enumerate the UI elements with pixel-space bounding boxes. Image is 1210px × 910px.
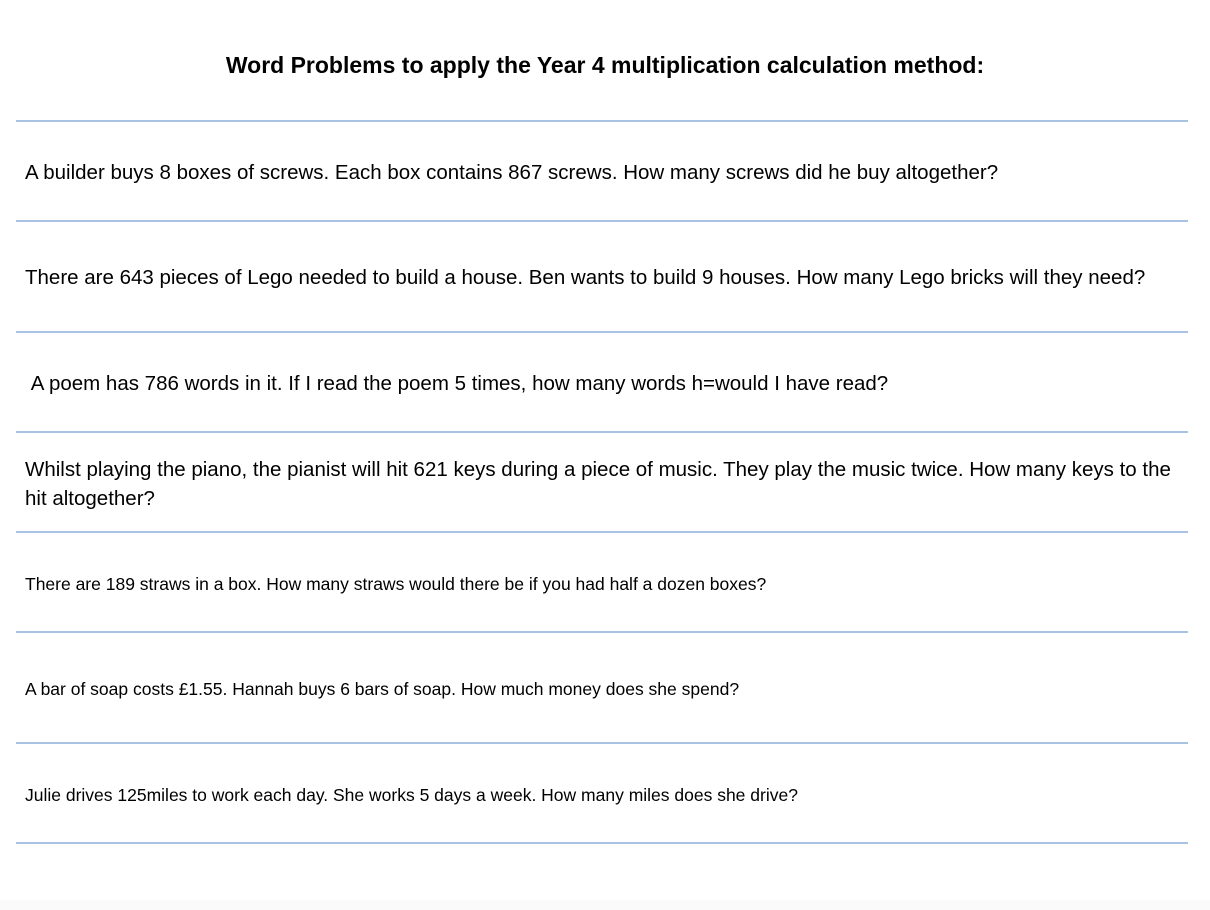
- word-problem-3: A poem has 786 words in it. If I read the poem 5 times, how many words h=would I have read?: [25, 372, 889, 395]
- divider-line: [16, 331, 1188, 333]
- page-bottom-edge: [0, 900, 1210, 910]
- divider-line: [16, 531, 1188, 533]
- divider-line: [16, 631, 1188, 633]
- word-problem-5: There are 189 straws in a box. How many straws would there be if you had half a dozen boxes?: [25, 574, 767, 594]
- divider-line: [16, 120, 1188, 122]
- word-problem-6: A bar of soap costs £1.55. Hannah buys 6 bars of soap. How much money does she spend?: [25, 679, 740, 699]
- word-problem-4: Whilst playing the piano, the pianist will hit 621 keys during a piece of music. They play the music twice. How many keys to the hit altogether?: [25, 458, 1177, 510]
- word-problem-7: Julie drives 125miles to work each day. She works 5 days a week. How many miles does she drive?: [25, 785, 798, 805]
- divider-line: [16, 842, 1188, 844]
- divider-line: [16, 431, 1188, 433]
- divider-line: [16, 742, 1188, 744]
- word-problem-1: A builder buys 8 boxes of screws. Each box contains 867 screws. How many screws did he buy altogether?: [25, 161, 999, 184]
- word-problem-2: There are 643 pieces of Lego needed to build a house. Ben wants to build 9 houses. How many Lego bricks will they need?: [25, 266, 1146, 289]
- worksheet-title: Word Problems to apply the Year 4 multiplication calculation method:: [225, 52, 985, 78]
- divider-line: [16, 220, 1188, 222]
